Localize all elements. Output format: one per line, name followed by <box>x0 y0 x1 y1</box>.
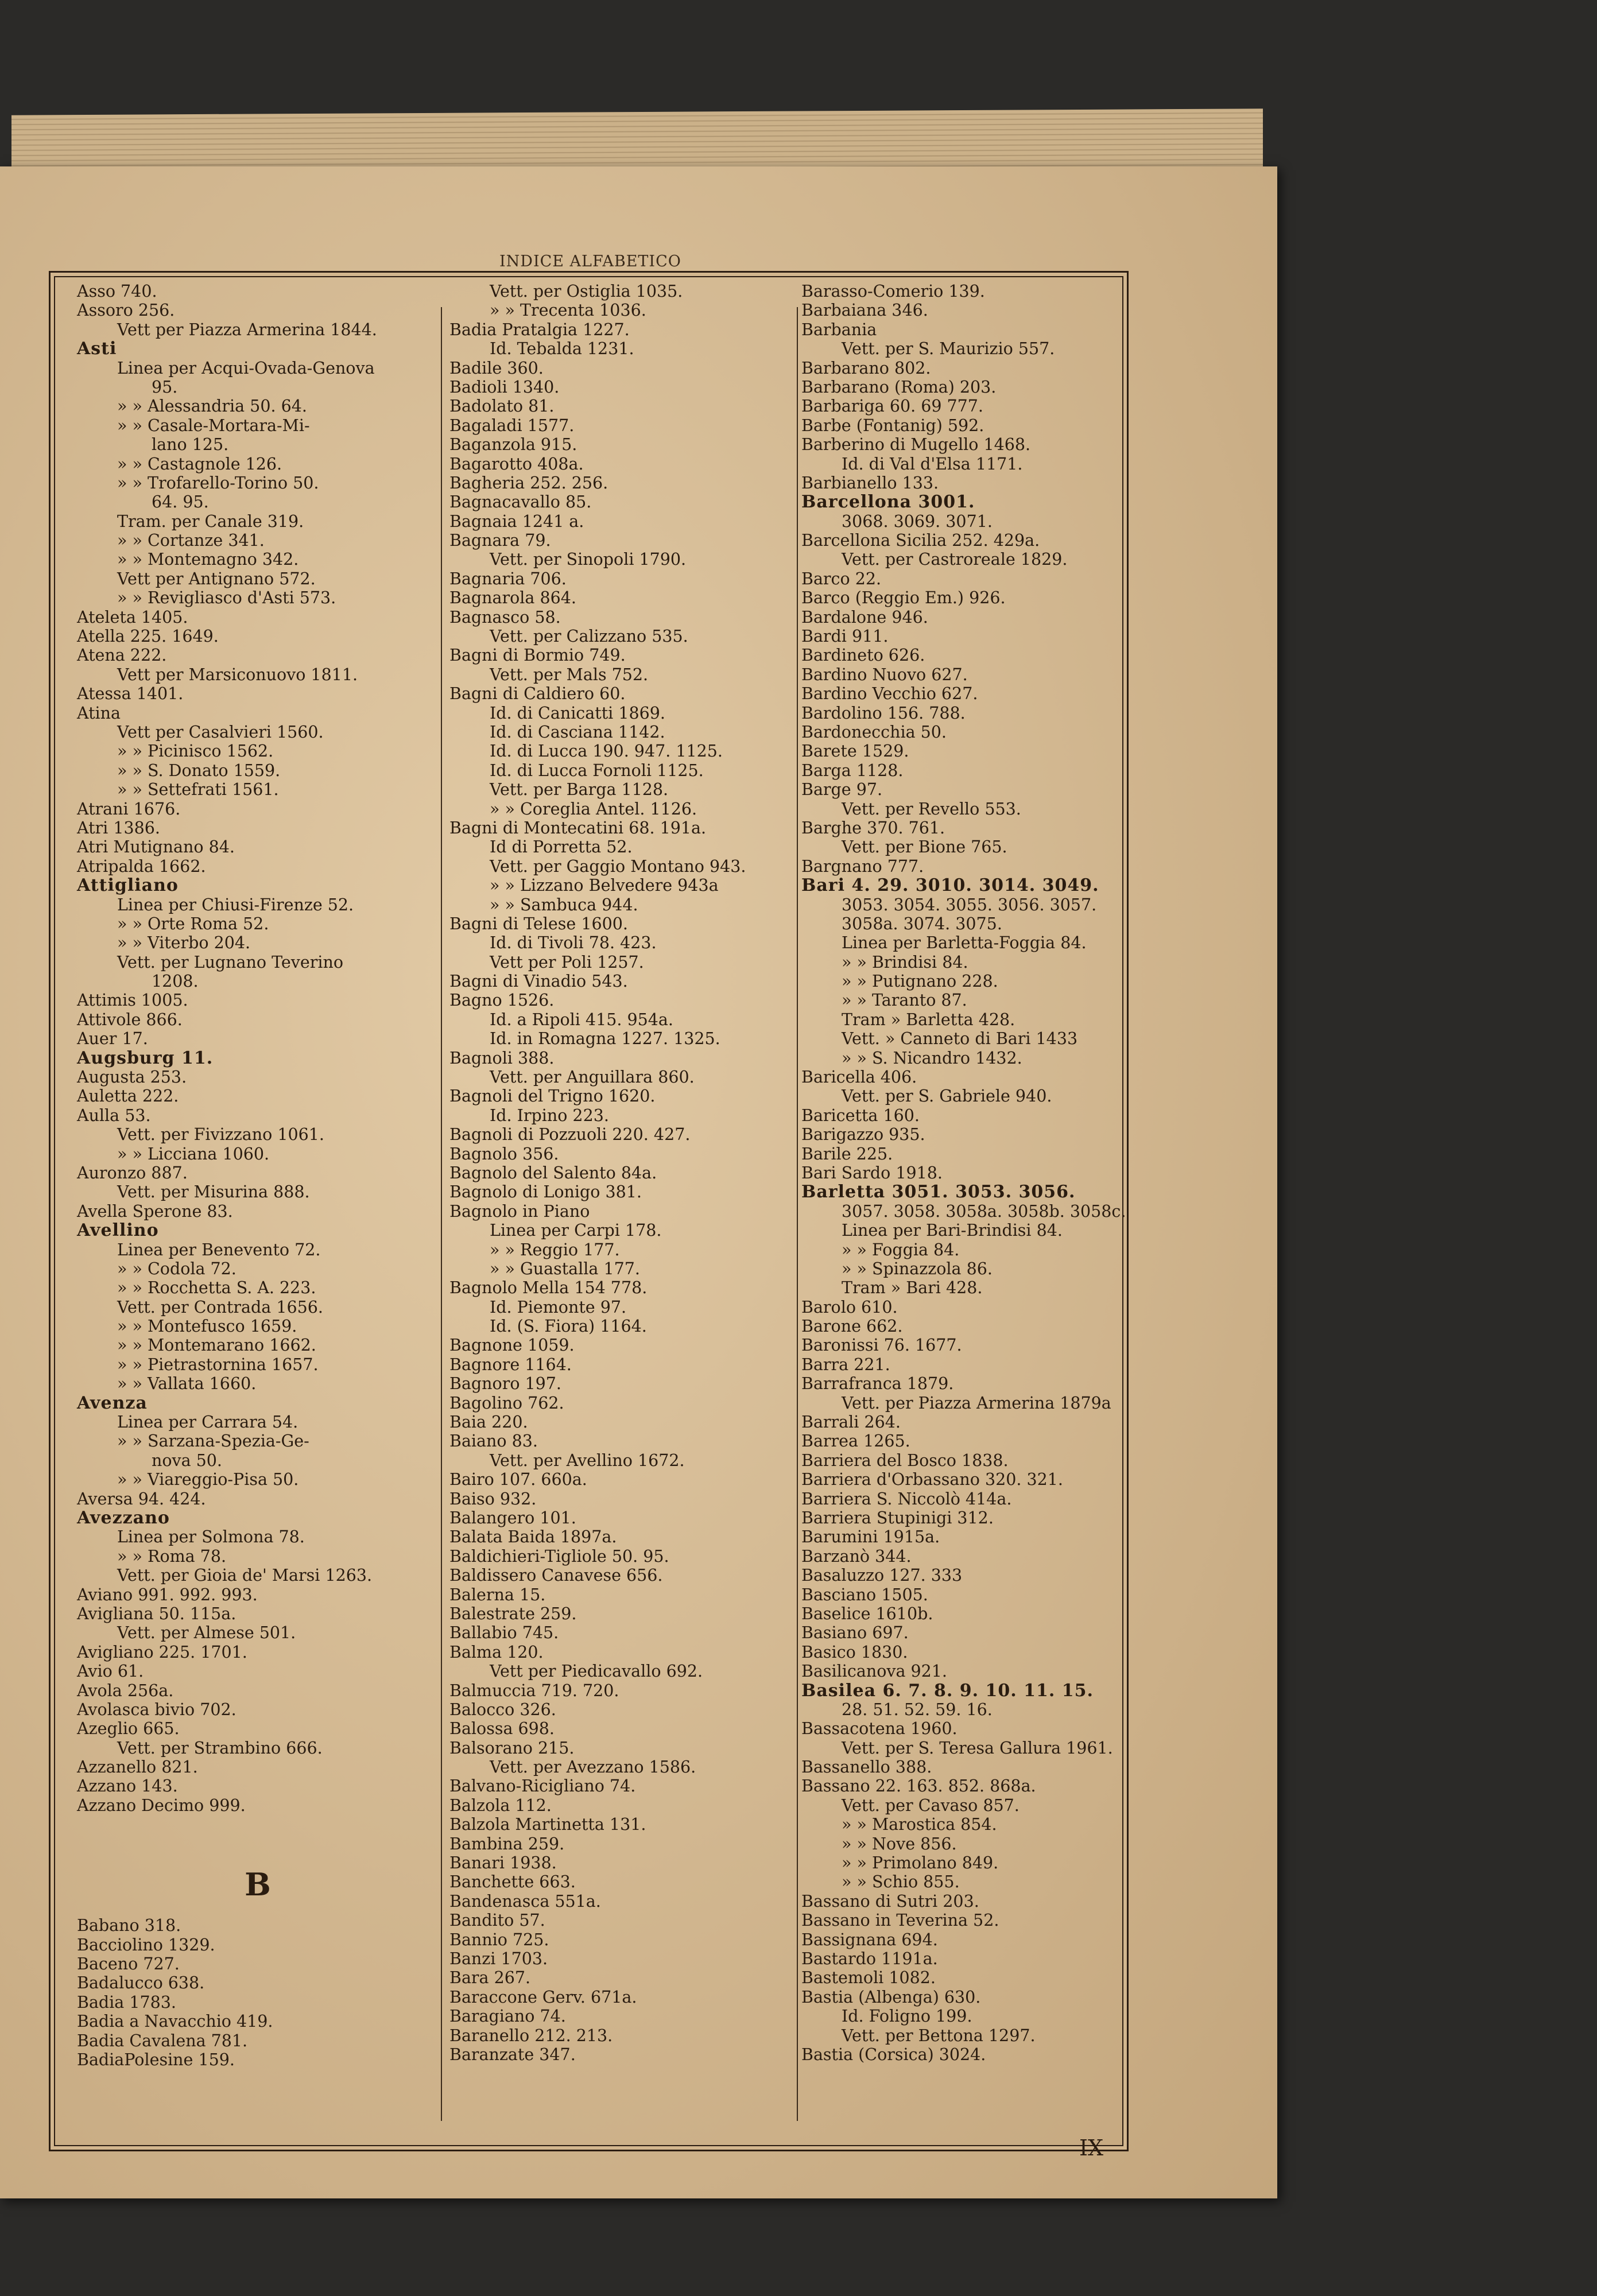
index-heading-entry: Barcellona 3001. <box>801 492 975 513</box>
index-entry: Balangero 101. <box>449 1508 576 1527</box>
index-entry: Assoro 256. <box>77 301 175 320</box>
index-entry: Bagnoli del Trigno 1620. <box>449 1087 656 1106</box>
index-entry: Baricetta 160. <box>801 1106 920 1125</box>
index-entry: Barete 1529. <box>801 742 909 761</box>
index-entry: Balata Baida 1897a. <box>449 1527 617 1547</box>
index-entry: » » Viterbo 204. <box>117 933 251 953</box>
index-entry: Bardineto 626. <box>801 646 925 665</box>
index-column-2 <box>449 282 794 2064</box>
index-entry: Bagnolo in Piano <box>449 1201 590 1221</box>
index-entry: Bagni di Montecatini 68. 191a. <box>449 818 707 837</box>
index-entry: Bagnolo del Salento 84a. <box>449 1163 657 1182</box>
index-entry: Baraccone Gerv. 671a. <box>449 1987 637 2007</box>
index-entry: Barone 662. <box>801 1317 903 1336</box>
index-entry: Banchette 663. <box>449 1872 576 1892</box>
index-entry: Barriera Stupinigi 312. <box>801 1508 994 1527</box>
index-entry: Vett. per S. Teresa Gallura 1961. <box>842 1738 1113 1758</box>
index-entry: Atri 1386. <box>77 818 160 837</box>
index-entry: Attivole 866. <box>77 1010 183 1029</box>
index-entry: Linea per Solmona 78. <box>117 1527 305 1547</box>
index-entry: Baiano 83. <box>449 1432 538 1451</box>
index-entry: Bagnoli 388. <box>449 1048 555 1068</box>
index-entry: nova 50. <box>152 1450 222 1470</box>
index-entry: Vett. per Castroreale 1829. <box>842 550 1068 569</box>
index-entry: Id di Porretta 52. <box>490 837 633 857</box>
index-entry: Bassano 22. 163. 852. 868a. <box>801 1777 1036 1796</box>
index-entry: Bandenasca 551a. <box>449 1891 601 1911</box>
index-entry: Bargnano 777. <box>801 856 924 876</box>
index-entry: Bagnone 1059. <box>449 1336 575 1355</box>
index-entry: Linea per Benevento 72. <box>117 1240 321 1259</box>
index-entry: Badalucco 638. <box>77 1973 205 1993</box>
index-entry: 3068. 3069. 3071. <box>842 511 993 531</box>
index-entry: Bagnoro 197. <box>449 1374 561 1394</box>
index-entry: Id. di Canicatti 1869. <box>490 703 665 723</box>
index-entry: Baranello 212. 213. <box>449 2026 613 2045</box>
index-entry: Barolo 610. <box>801 1297 898 1317</box>
index-entry: Linea per Chiusi-Firenze 52. <box>117 895 354 914</box>
index-entry: » » Guastalla 177. <box>490 1259 640 1278</box>
index-entry: Basilicanova 921. <box>801 1662 947 1681</box>
index-entry: Bagnoli di Pozzuoli 220. 427. <box>449 1125 691 1145</box>
index-entry: Barrea 1265. <box>801 1432 910 1451</box>
index-entry: 28. 51. 52. 59. 16. <box>842 1700 993 1719</box>
index-entry: Vett per Piazza Armerina 1844. <box>117 320 377 339</box>
index-entry: Id. Piemonte 97. <box>490 1297 627 1317</box>
index-entry: » » Spinazzola 86. <box>842 1259 993 1278</box>
index-entry: Banari 1938. <box>449 1853 557 1873</box>
index-entry: Id. di Tivoli 78. 423. <box>490 933 657 953</box>
index-entry: Bambina 259. <box>449 1834 565 1853</box>
index-entry: Atri Mutignano 84. <box>77 837 235 857</box>
index-entry: Vett per Piedicavallo 692. <box>490 1662 703 1681</box>
index-entry: Barrali 264. <box>801 1413 901 1432</box>
page-number: IX <box>1079 2135 1104 2161</box>
index-entry: Bassano in Teverina 52. <box>801 1911 999 1930</box>
index-entry: Vett. per Piazza Armerina 1879a <box>842 1393 1111 1413</box>
index-entry: Atina <box>77 703 121 723</box>
index-entry: Ateleta 1405. <box>77 607 188 627</box>
index-entry: Barge 97. <box>801 780 883 800</box>
index-entry: » » Brindisi 84. <box>842 952 968 972</box>
index-entry: Avella Sperone 83. <box>77 1201 233 1221</box>
index-entry: Bagnolo di Lonigo 381. <box>449 1182 642 1202</box>
index-heading-entry: Asti <box>77 339 117 359</box>
index-entry: Badile 360. <box>449 358 544 378</box>
index-heading-entry: Avezzano <box>77 1508 170 1528</box>
index-entry: Vett per Antignano 572. <box>117 569 316 588</box>
index-entry: Vett. per Gaggio Montano 943. <box>490 856 746 876</box>
index-entry: Babano 318. <box>77 1916 181 1936</box>
index-entry: Bagnarola 864. <box>449 588 576 608</box>
index-entry: 3053. 3054. 3055. 3056. 3057. <box>842 895 1097 914</box>
index-entry: Baia 220. <box>449 1413 528 1432</box>
index-entry: Vett. per Sinopoli 1790. <box>490 550 687 569</box>
index-entry: » » Cortanze 341. <box>117 531 265 550</box>
index-entry: Azzano Decimo 999. <box>77 1795 246 1815</box>
index-entry: Bagni di Bormio 749. <box>449 646 626 665</box>
index-entry: Azzanello 821. <box>77 1758 198 1777</box>
index-heading-entry: Avenza <box>77 1393 148 1413</box>
section-letter: B <box>245 1866 271 1903</box>
index-entry: Balma 120. <box>449 1642 544 1662</box>
index-heading-entry: Attigliano <box>77 875 179 896</box>
index-entry: Id. di Lucca Fornoli 1125. <box>490 761 704 780</box>
index-entry: Vett. per Contrada 1656. <box>117 1297 323 1317</box>
index-entry: Vett. per Barga 1128. <box>490 780 669 800</box>
index-entry: Basico 1830. <box>801 1642 908 1662</box>
index-entry: Avola 256a. <box>77 1681 174 1700</box>
index-entry: Barga 1128. <box>801 761 904 780</box>
index-entry: Barigazzo 935. <box>801 1125 925 1145</box>
index-frame <box>49 271 1129 2151</box>
index-entry: Linea per Carrara 54. <box>117 1413 299 1432</box>
index-entry: 3057. 3058. 3058a. 3058b. 3058c. <box>842 1201 1126 1221</box>
book-page <box>0 166 1277 2198</box>
index-entry: Atena 222. <box>77 646 167 665</box>
index-entry: Atella 225. 1649. <box>77 627 219 646</box>
index-heading-entry: Basilea 6. 7. 8. 9. 10. 11. 15. <box>801 1680 1094 1701</box>
index-entry: Linea per Acqui-Ovada-Genova <box>117 358 375 378</box>
index-entry: » » Alessandria 50. 64. <box>117 397 307 416</box>
column-rule <box>441 307 442 2121</box>
index-entry: Bardonecchia 50. <box>801 722 947 742</box>
index-entry: Aversa 94. 424. <box>77 1489 206 1508</box>
index-entry: Barriera S. Niccolò 414a. <box>801 1489 1012 1508</box>
index-entry: Baragiano 74. <box>449 2007 566 2026</box>
index-entry: Vett. per Bettona 1297. <box>842 2026 1036 2045</box>
index-entry: Bari Sardo 1918. <box>801 1163 943 1182</box>
index-entry: » » Nove 856. <box>842 1834 957 1853</box>
index-entry: » » Revigliasco d'Asti 573. <box>117 588 336 608</box>
index-entry: Vett. per Anguillara 860. <box>490 1068 695 1087</box>
index-entry: Asso 740. <box>77 282 157 301</box>
index-entry: » » Sarzana-Spezia-Ge- <box>117 1432 309 1451</box>
index-entry: » » Montefusco 1659. <box>117 1317 297 1336</box>
index-heading-entry: Barletta 3051. 3053. 3056. <box>801 1182 1076 1203</box>
index-entry: Bagni di Caldiero 60. <box>449 684 626 704</box>
index-entry: » » Orte Roma 52. <box>117 914 269 933</box>
index-entry: » » Trofarello-Torino 50. <box>117 473 319 492</box>
index-entry: Bassacotena 1960. <box>801 1719 958 1739</box>
index-entry: Barcellona Sicilia 252. 429a. <box>801 531 1040 550</box>
index-entry: » » Reggio 177. <box>490 1240 620 1259</box>
index-entry: Bannio 725. <box>449 1930 549 1949</box>
index-entry: Baldissero Canavese 656. <box>449 1566 663 1585</box>
index-entry: Tram » Bari 428. <box>842 1278 983 1298</box>
index-entry: » » S. Nicandro 1432. <box>842 1048 1022 1068</box>
index-entry: Auer 17. <box>77 1029 148 1049</box>
index-entry: Barbe (Fontanig) 592. <box>801 416 984 435</box>
index-entry: Bagnaria 706. <box>449 569 567 588</box>
index-entry: Vett. per Avezzano 1586. <box>490 1758 696 1777</box>
index-entry: Bandito 57. <box>449 1911 545 1930</box>
index-entry: Vett per Marsiconuovo 1811. <box>117 665 358 684</box>
index-entry: Balossa 698. <box>449 1719 555 1739</box>
index-entry: » » Licciana 1060. <box>117 1144 270 1163</box>
index-entry: Bassanello 388. <box>801 1758 932 1777</box>
index-entry: Balzola Martinetta 131. <box>449 1815 646 1835</box>
index-entry: Vett. per Revello 553. <box>842 799 1021 819</box>
index-entry: Badia 1783. <box>77 1992 176 2012</box>
index-heading-entry: Avellino <box>77 1220 159 1241</box>
index-entry: Avio 61. <box>77 1662 144 1681</box>
index-entry: Id. di Casciana 1142. <box>490 722 665 742</box>
index-entry: Barbianello 133. <box>801 473 939 492</box>
index-entry: Baranzate 347. <box>449 2045 576 2064</box>
index-entry: 1208. <box>152 972 199 991</box>
index-entry: » » Castagnole 126. <box>117 454 282 474</box>
index-entry: » » Foggia 84. <box>842 1240 960 1259</box>
index-entry: Vett. per S. Gabriele 940. <box>842 1087 1052 1106</box>
index-entry: Barbarano (Roma) 203. <box>801 377 997 397</box>
index-entry: Azeglio 665. <box>77 1719 180 1739</box>
index-entry: Vett. per S. Maurizio 557. <box>842 339 1055 359</box>
index-entry: Balzola 112. <box>449 1795 552 1815</box>
index-entry: Tram. per Canale 319. <box>117 511 304 531</box>
index-entry: Balerna 15. <box>449 1585 546 1604</box>
index-entry: Barzanò 344. <box>801 1546 912 1566</box>
index-entry: Vett. per Almese 501. <box>117 1623 296 1643</box>
index-entry: Id. di Val d'Elsa 1171. <box>842 454 1023 474</box>
index-entry: Bassano di Sutri 203. <box>801 1891 979 1911</box>
index-entry: Augusta 253. <box>77 1068 187 1087</box>
index-entry: » » Viareggio-Pisa 50. <box>117 1470 299 1490</box>
index-entry: Bagolino 762. <box>449 1393 564 1413</box>
index-entry: » » Roma 78. <box>117 1546 227 1566</box>
index-entry: Bagnara 79. <box>449 531 551 550</box>
column-rule <box>797 307 798 2121</box>
index-entry: Baldichieri-Tigliole 50. 95. <box>449 1546 669 1566</box>
index-entry: Balsorano 215. <box>449 1738 575 1758</box>
index-entry: Baricella 406. <box>801 1068 917 1087</box>
index-entry: Bastia (Corsica) 3024. <box>801 2045 986 2064</box>
index-entry: Vett. per Avellino 1672. <box>490 1450 685 1470</box>
index-entry: Barghe 370. 761. <box>801 818 945 837</box>
index-column-1 <box>77 282 439 2069</box>
index-entry: Badolato 81. <box>449 397 555 416</box>
index-entry: Bastia (Albenga) 630. <box>801 1987 981 2007</box>
index-entry: Bagnacavallo 85. <box>449 492 592 512</box>
index-entry: Linea per Barletta-Foggia 84. <box>842 933 1087 953</box>
index-entry: » » Trecenta 1036. <box>490 301 646 320</box>
running-head: INDICE ALFABETICO <box>499 253 681 270</box>
index-entry: 95. <box>152 377 178 397</box>
index-entry: Auronzo 887. <box>77 1163 188 1182</box>
index-entry: » » Schio 855. <box>842 1872 960 1892</box>
index-entry: 64. 95. <box>152 492 209 512</box>
index-entry: BadiaPolesine 159. <box>77 2050 235 2069</box>
index-entry: Balmuccia 719. 720. <box>449 1681 619 1700</box>
index-entry: Vett. per Ostiglia 1035. <box>490 282 683 301</box>
index-entry: Bagnolo Mella 154 778. <box>449 1278 648 1298</box>
index-entry: Vett. per Cavaso 857. <box>842 1795 1020 1815</box>
index-entry: Barra 221. <box>801 1355 890 1374</box>
index-entry: Baiso 932. <box>449 1489 537 1508</box>
index-entry: Bardi 911. <box>801 627 889 646</box>
index-entry: Bardino Nuovo 627. <box>801 665 968 684</box>
index-entry: Vett. per Bione 765. <box>842 837 1007 857</box>
index-entry: Bastemoli 1082. <box>801 1968 936 1988</box>
index-entry: Id. (S. Fiora) 1164. <box>490 1317 647 1336</box>
index-entry <box>77 1815 439 1853</box>
index-entry: Barbariga 60. 69 777. <box>801 397 983 416</box>
index-entry: Balestrate 259. <box>449 1604 577 1623</box>
index-entry: Balocco 326. <box>449 1700 556 1719</box>
index-entry: Basciano 1505. <box>801 1585 928 1604</box>
index-entry: » » Vallata 1660. <box>117 1374 257 1394</box>
index-entry: Vett per Casalvieri 1560. <box>117 722 324 742</box>
index-entry: Bagni di Vinadio 543. <box>449 972 628 991</box>
index-entry: Bagaladi 1577. <box>449 416 575 435</box>
index-entry: Balvano-Ricigliano 74. <box>449 1777 636 1796</box>
index-entry: » » Lizzano Belvedere 943a <box>490 876 719 895</box>
index-entry: » » Putignano 228. <box>842 972 998 991</box>
index-entry: 3058a. 3074. 3075. <box>842 914 1002 933</box>
index-entry: Barasso-Comerio 139. <box>801 282 985 301</box>
index-entry: Barumini 1915a. <box>801 1527 940 1547</box>
index-entry: Badia Pratalgia 1227. <box>449 320 630 339</box>
index-entry: Vett. per Fivizzano 1061. <box>117 1125 324 1145</box>
index-entry: » » Settefrati 1561. <box>117 780 279 800</box>
index-entry: Attimis 1005. <box>77 991 188 1010</box>
index-entry: Bacciolino 1329. <box>77 1935 215 1954</box>
index-entry: Avigliana 50. 115a. <box>77 1604 237 1623</box>
index-entry: Bara 267. <box>449 1968 531 1988</box>
index-entry: Baselice 1610b. <box>801 1604 933 1623</box>
index-entry: » » Marostica 854. <box>842 1815 997 1835</box>
index-heading-entry: Bari 4. 29. 3010. 3014. 3049. <box>801 875 1099 896</box>
index-entry: Linea per Bari-Brindisi 84. <box>842 1221 1063 1240</box>
index-entry: Id. Irpino 223. <box>490 1106 609 1125</box>
index-entry: Vett. » Canneto di Bari 1433 <box>842 1029 1078 1049</box>
index-entry: » » Sambuca 944. <box>490 895 638 914</box>
index-entry: Atripalda 1662. <box>77 856 206 876</box>
index-entry: Badia a Navacchio 419. <box>77 2012 273 2031</box>
index-entry: Vett. per Gioia de' Marsi 1263. <box>117 1566 373 1585</box>
index-entry: Auletta 222. <box>77 1087 179 1106</box>
index-entry: Atrani 1676. <box>77 799 181 819</box>
index-entry: » » Rocchetta S. A. 223. <box>117 1278 316 1298</box>
index-entry: Vett. per Strambino 666. <box>117 1738 323 1758</box>
index-entry: Baronissi 76. 1677. <box>801 1336 962 1355</box>
index-entry: Banzi 1703. <box>449 1949 548 1968</box>
index-entry: Barrafranca 1879. <box>801 1374 954 1394</box>
index-entry: » » Casale-Mortara-Mi- <box>117 416 310 435</box>
index-entry: Bardalone 946. <box>801 607 928 627</box>
index-entry: Vett. per Misurina 888. <box>117 1182 310 1202</box>
index-entry: » » Coreglia Antel. 1126. <box>490 799 697 819</box>
index-entry: Atessa 1401. <box>77 684 184 704</box>
index-entry: Id. in Romagna 1227. 1325. <box>490 1029 720 1049</box>
index-entry: Tram » Barletta 428. <box>842 1010 1015 1029</box>
index-entry: Barco (Reggio Em.) 926. <box>801 588 1006 608</box>
index-entry: Bagheria 252. 256. <box>449 473 608 492</box>
index-entry: Bagnaia 1241 a. <box>449 511 584 531</box>
index-entry: Avigliano 225. 1701. <box>77 1642 247 1662</box>
index-entry: Linea per Carpi 178. <box>490 1221 662 1240</box>
index-entry: Vett. per Calizzano 535. <box>490 627 688 646</box>
index-entry: Bagnore 1164. <box>449 1355 572 1374</box>
index-entry: Barberino di Mugello 1468. <box>801 435 1031 455</box>
index-entry: » » Picinisco 1562. <box>117 742 274 761</box>
index-entry: Bardino Vecchio 627. <box>801 684 978 704</box>
index-entry: Barbarano 802. <box>801 358 931 378</box>
index-entry: Id. Tebalda 1231. <box>490 339 634 359</box>
index-entry: Barbania <box>801 320 877 339</box>
index-entry: » » Montemagno 342. <box>117 550 299 569</box>
index-entry: Basiano 697. <box>801 1623 909 1643</box>
index-entry: Id. a Ripoli 415. 954a. <box>490 1010 673 1029</box>
index-entry: Vett. per Lugnano Teverino <box>117 952 343 972</box>
index-entry: Avolasca bivio 702. <box>77 1700 237 1719</box>
index-entry: Bardolino 156. 788. <box>801 703 966 723</box>
index-entry: Bastardo 1191a. <box>801 1949 938 1968</box>
index-entry: Barbaiana 346. <box>801 301 928 320</box>
index-entry: Id. Foligno 199. <box>842 2007 972 2026</box>
index-entry: Aulla 53. <box>77 1106 151 1125</box>
index-entry: Barile 225. <box>801 1144 893 1163</box>
index-entry: » » Primolano 849. <box>842 1853 999 1873</box>
index-entry: Bagarotto 408a. <box>449 454 584 474</box>
index-entry: Barriera d'Orbassano 320. 321. <box>801 1470 1063 1490</box>
index-entry: Bagni di Telese 1600. <box>449 914 628 933</box>
index-entry: » » Taranto 87. <box>842 991 967 1010</box>
index-entry: Badia Cavalena 781. <box>77 2031 248 2050</box>
index-entry: Ballabio 745. <box>449 1623 559 1643</box>
index-entry: » » S. Donato 1559. <box>117 761 281 780</box>
index-entry: Bagno 1526. <box>449 991 555 1010</box>
index-entry: Barriera del Bosco 1838. <box>801 1450 1009 1470</box>
index-entry: Bairo 107. 660a. <box>449 1470 587 1490</box>
index-entry: Vett. per Mals 752. <box>490 665 649 684</box>
index-entry: Baganzola 915. <box>449 435 577 455</box>
index-entry: Aviano 991. 992. 993. <box>77 1585 258 1604</box>
index-entry: Baceno 727. <box>77 1954 180 1974</box>
index-entry: » » Codola 72. <box>117 1259 237 1278</box>
index-heading-entry: Augsburg 11. <box>77 1048 214 1068</box>
index-entry: » » Pietrastornina 1657. <box>117 1355 319 1374</box>
index-entry: lano 125. <box>152 435 229 455</box>
index-entry: Basaluzzo 127. 333 <box>801 1566 963 1585</box>
index-entry: Barco 22. <box>801 569 882 588</box>
index-entry: Id. di Lucca 190. 947. 1125. <box>490 742 723 761</box>
index-entry: Bassignana 694. <box>801 1930 938 1949</box>
index-entry: Azzano 143. <box>77 1777 178 1796</box>
index-entry: Badioli 1340. <box>449 377 560 397</box>
index-entry: Vett per Poli 1257. <box>490 952 644 972</box>
index-column-3 <box>801 282 1126 2064</box>
index-entry: Bagnolo 356. <box>449 1144 559 1163</box>
index-entry: Bagnasco 58. <box>449 607 561 627</box>
index-entry: » » Montemarano 1662. <box>117 1336 316 1355</box>
